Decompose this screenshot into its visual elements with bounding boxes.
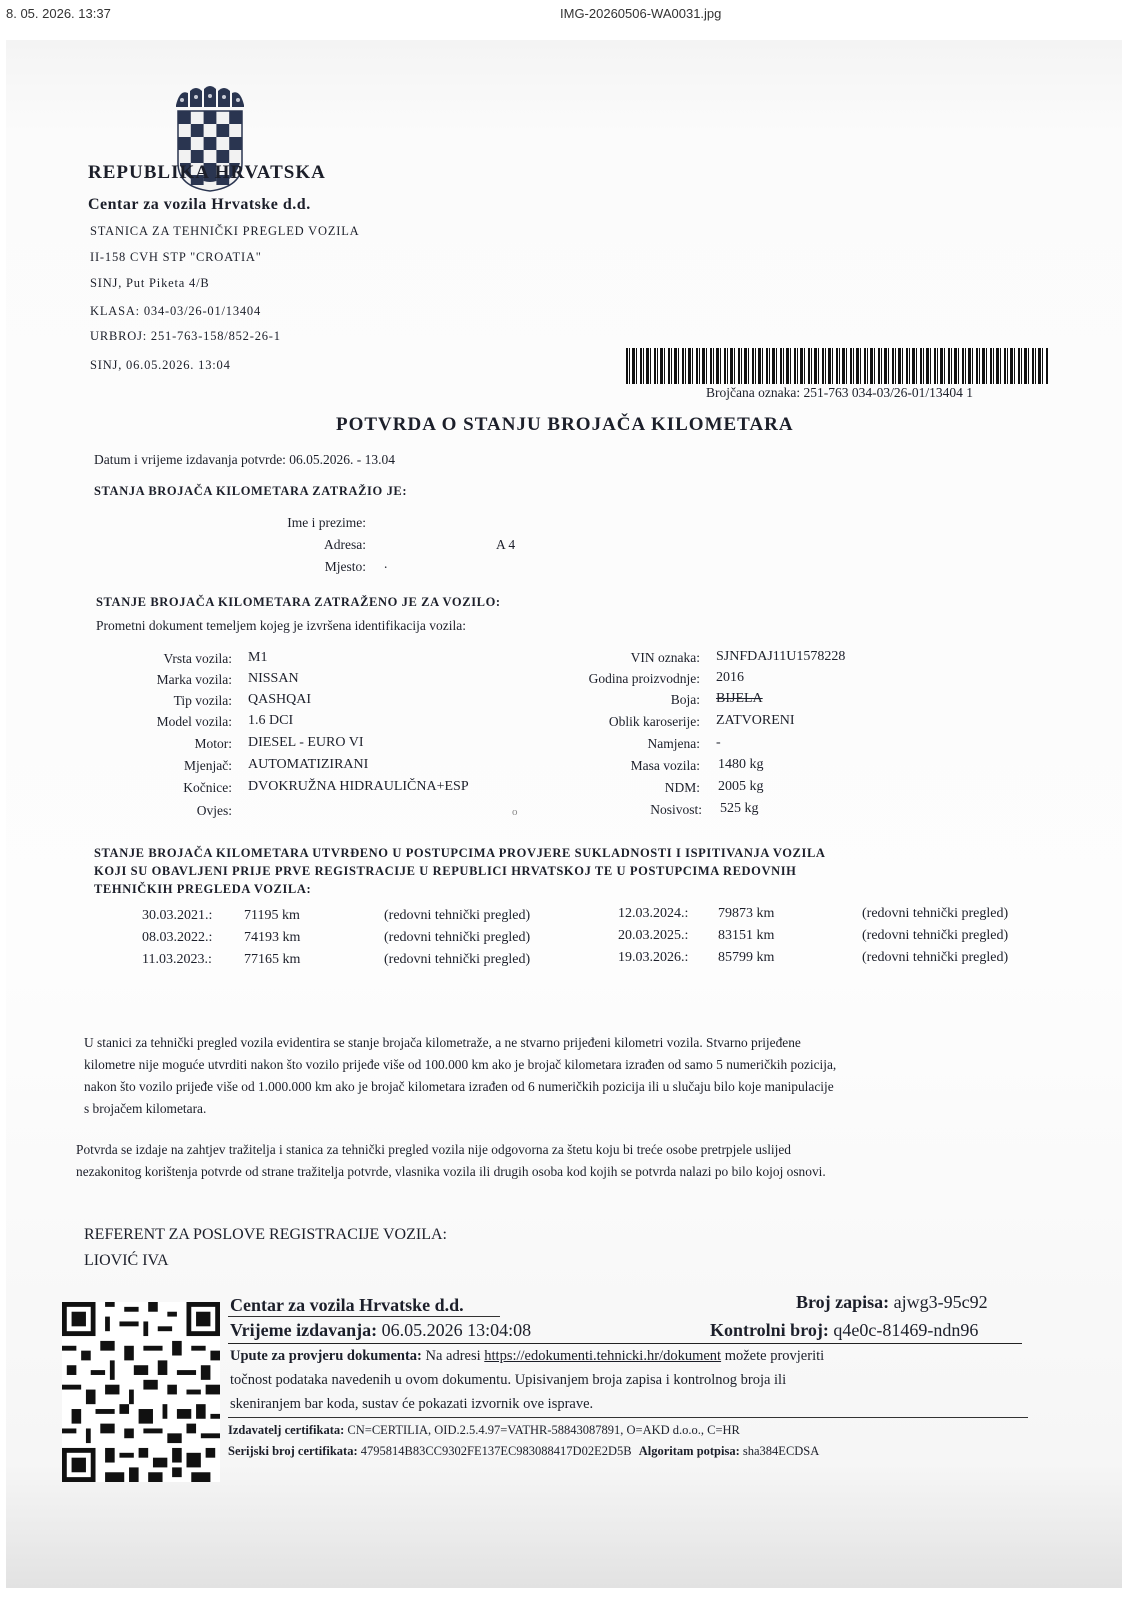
record-number bbox=[796, 1292, 988, 1313]
vehicle-field-value: 2005 kg bbox=[718, 779, 764, 794]
vehicle-field-value: - bbox=[716, 735, 721, 750]
requester-place-value: . bbox=[384, 556, 388, 571]
vehicle-field-value: 525 kg bbox=[720, 801, 759, 816]
control-number-label: Kontrolni broj: bbox=[710, 1320, 829, 1340]
instructions-text: Na adresi bbox=[425, 1348, 481, 1364]
esign-company: Centar za vozila Hrvatske d.d. bbox=[230, 1295, 464, 1315]
requester-name-label: Ime i prezime: bbox=[287, 515, 366, 530]
record-number-value: ajwg3-95c92 bbox=[893, 1292, 988, 1312]
reading-type: (redovni tehnički pregled) bbox=[384, 908, 531, 923]
disclaimer-line: kilometre nije moguće utvrditi nakon što vozilo prijeđe više od 100.000 km ako je brojač kilometara izrađen od samo 5 numeričkih pozicija, bbox=[84, 1057, 837, 1072]
verification-instructions-line-1 bbox=[230, 1348, 824, 1365]
certificate-issuer bbox=[228, 1423, 740, 1438]
serial-label: Serijski broj certifikata: bbox=[228, 1444, 358, 1458]
referent-name: LIOVIĆ IVA bbox=[84, 1252, 169, 1269]
issue-time bbox=[230, 1320, 531, 1341]
verification-instructions-line-2: točnost podataka navedenih u ovom dokumentu. Upisivanjem broja zapisa i kontrolnog broja ili bbox=[230, 1372, 787, 1388]
verification-instructions-line-3: skeniranjem bar koda, sustav će pokazati izvornik ove isprave. bbox=[230, 1396, 594, 1412]
vehicle-field-label: Mjenjač: bbox=[184, 758, 232, 773]
reading-type: (redovni tehnički pregled) bbox=[384, 930, 531, 945]
verification-qr-code bbox=[62, 1302, 220, 1482]
vehicle-field-value: 1.6 DCI bbox=[248, 713, 294, 728]
issuer-label: Izdavatelj certifikata: bbox=[228, 1423, 345, 1437]
reading-km: 83151 km bbox=[718, 928, 775, 943]
file-name: IMG-20260506-WA0031.jpg bbox=[560, 6, 722, 21]
vehicle-field-label: VIN oznaka: bbox=[630, 650, 700, 665]
reading-km: 79873 km bbox=[718, 906, 775, 921]
capture-datetime: 8. 05. 2026. 13:37 bbox=[6, 6, 111, 21]
reading-km: 85799 km bbox=[718, 950, 775, 965]
vehicle-field-value: 2016 bbox=[716, 670, 744, 685]
vehicle-field-value: M1 bbox=[248, 650, 268, 665]
reading-type: (redovni tehnički pregled) bbox=[384, 952, 531, 967]
vehicle-field-value: 1480 kg bbox=[718, 757, 764, 772]
barcode-caption: Brojčana oznaka: 251-763 034-03/26-01/13404 1 bbox=[706, 385, 973, 400]
vehicle-field-label: Vrsta vozila: bbox=[163, 651, 232, 666]
vehicle-field-value: NISSAN bbox=[248, 671, 299, 686]
station-address: SINJ, Put Piketa 4/B bbox=[90, 276, 210, 290]
vehicle-field-value: DVOKRUŽNA HIDRAULIČNA+ESP bbox=[248, 779, 469, 794]
verification-link[interactable]: https://edokumenti.tehnicki.hr/dokument bbox=[484, 1348, 722, 1364]
readings-heading-line-3: TEHNIČKIH PREGLEDA VOZILA: bbox=[94, 882, 312, 896]
instructions-text: možete provjeriti bbox=[724, 1348, 825, 1364]
requester-address-value: A 4 bbox=[496, 537, 516, 552]
reading-km: 77165 km bbox=[244, 952, 301, 967]
vehicle-field-label: Namjena: bbox=[647, 736, 700, 751]
stray-mark: o bbox=[512, 806, 518, 818]
requester-address-label: Adresa: bbox=[324, 537, 366, 552]
issue-time-value: 06.05.2026 13:04:08 bbox=[381, 1320, 532, 1340]
control-number-value: q4e0c-81469-ndn96 bbox=[833, 1320, 979, 1340]
country-name: REPUBLIKA HRVATSKA bbox=[88, 162, 326, 183]
disclaimer-line: s brojačem kilometara. bbox=[84, 1101, 207, 1116]
reading-km: 74193 km bbox=[244, 930, 301, 945]
record-number-label: Broj zapisa: bbox=[796, 1292, 890, 1312]
requester-place-label: Mjesto: bbox=[324, 559, 366, 574]
reading-type: (redovni tehnički pregled) bbox=[862, 950, 1009, 965]
algorithm-value: sha384ECDSA bbox=[742, 1444, 820, 1458]
vehicle-field-label: NDM: bbox=[664, 780, 700, 795]
vehicle-field-value: SJNFDAJ11U1578228 bbox=[716, 649, 846, 664]
vehicle-field-label: Tip vozila: bbox=[173, 693, 232, 708]
reading-date: 20.03.2025.: bbox=[618, 928, 689, 943]
vehicle-field-label: Motor: bbox=[194, 736, 232, 751]
serial-value: 4795814B83CC9302FE137EC983088417D02E2D5B bbox=[360, 1444, 632, 1458]
station-name: STANICA ZA TEHNIČKI PREGLED VOZILA bbox=[90, 224, 360, 238]
certificate-serial bbox=[228, 1444, 819, 1459]
requester-heading: STANJA BROJAČA KILOMETARA ZATRAŽIO JE: bbox=[94, 484, 408, 498]
vehicle-field-label: Nosivost: bbox=[650, 802, 702, 817]
vehicle-field-label: Godina proizvodnje: bbox=[588, 671, 700, 686]
urbroj: URBROJ: 251-763-158/852-26-1 bbox=[90, 329, 281, 343]
issue-time-label: Vrijeme izdavanja: bbox=[230, 1320, 378, 1340]
vehicle-field-value: QASHQAI bbox=[248, 692, 311, 707]
divider bbox=[228, 1417, 1028, 1418]
vehicle-heading: STANJE BROJAČA KILOMETARA ZATRAŽENO JE ZA VOZILO: bbox=[96, 595, 501, 609]
reading-date: 19.03.2026.: bbox=[618, 950, 689, 965]
klasa: KLASA: 034-03/26-01/13404 bbox=[90, 304, 262, 318]
referent-title: REFERENT ZA POSLOVE REGISTRACIJE VOZILA: bbox=[84, 1226, 447, 1243]
vehicle-field-label: Masa vozila: bbox=[630, 758, 700, 773]
viewer-header bbox=[0, 0, 1131, 36]
readings-heading-line-2: KOJI SU OBAVLJENI PRIJE PRVE REGISTRACIJE U REPUBLICI HRVATSKOJ TE U POSTUPCIMA REDOVNIH bbox=[94, 864, 797, 878]
vehicle-field-label: Oblik karoserije: bbox=[608, 714, 700, 729]
vehicle-field-value: BIJELA bbox=[716, 691, 763, 706]
reading-type: (redovni tehnički pregled) bbox=[862, 928, 1009, 943]
instructions-label: Upute za provjeru dokumenta: bbox=[230, 1348, 422, 1364]
document-barcode bbox=[626, 348, 1048, 384]
control-number bbox=[710, 1320, 978, 1341]
document-title: POTVRDA O STANJU BROJAČA KILOMETARA bbox=[336, 414, 794, 435]
liability-line: nezakonitog korištenja potvrde od strane tražitelja potvrde, vlasnika vozila ili drugih osoba kod kojih se potvrda nalazi po bilo kojoj osnovi. bbox=[76, 1164, 826, 1179]
vehicle-subheading: Prometni dokument temeljem kojeg je izvršena identifikacija vozila: bbox=[96, 618, 467, 633]
vehicle-field-value: ZATVORENI bbox=[716, 713, 795, 728]
vehicle-field-label: Ovjes: bbox=[196, 803, 232, 818]
place-date: SINJ, 06.05.2026. 13:04 bbox=[90, 358, 231, 372]
vehicle-field-label: Model vozila: bbox=[156, 714, 232, 729]
vehicle-field-value: AUTOMATIZIRANI bbox=[248, 757, 369, 772]
issue-datetime: Datum i vrijeme izdavanja potvrde: 06.05.2026. - 13.04 bbox=[94, 452, 396, 467]
station-code: II-158 CVH STP "CROATIA" bbox=[90, 250, 262, 264]
reading-date: 08.03.2022.: bbox=[142, 930, 213, 945]
reading-type: (redovni tehnički pregled) bbox=[862, 906, 1009, 921]
readings-heading-line-1: STANJE BROJAČA KILOMETARA UTVRĐENO U POSTUPCIMA PROVJERE SUKLADNOSTI I ISPITIVANJA VOZILA bbox=[94, 846, 826, 860]
vehicle-field-label: Boja: bbox=[670, 692, 700, 707]
liability-line: Potvrda se izdaje na zahtjev tražitelja i stanica za tehnički pregled vozila nije odgovorna za štetu koju bi treće osobe pretrpjele uslijed bbox=[76, 1142, 792, 1157]
divider bbox=[228, 1343, 1022, 1344]
issuer-value: CN=CERTILIA, OID.2.5.4.97=VATHR-58843087891, O=AKD d.o.o., C=HR bbox=[347, 1423, 740, 1437]
vehicle-field-value: DIESEL - EURO VI bbox=[248, 735, 364, 750]
reading-date: 11.03.2023.: bbox=[142, 952, 212, 967]
reading-date: 12.03.2024.: bbox=[618, 906, 689, 921]
vehicle-field-label: Kočnice: bbox=[183, 780, 232, 795]
reading-date: 30.03.2021.: bbox=[142, 908, 213, 923]
divider bbox=[228, 1316, 500, 1317]
disclaimer-line: nakon što vozilo prijeđe više od 1.000.000 km ako je brojač kilometara izrađen od 6 numeričkih pozicija ili u slučaju bilo koje manipulacije bbox=[84, 1079, 834, 1094]
vehicle-field-label: Marka vozila: bbox=[156, 672, 232, 687]
company-name: Centar za vozila Hrvatske d.d. bbox=[88, 196, 311, 213]
disclaimer-line: U stanici za tehnički pregled vozila evidentira se stanje brojača kilometraže, a ne stvarno prijeđeni kilometri vozila. Stvarno prijeđene bbox=[84, 1035, 801, 1050]
reading-km: 71195 km bbox=[244, 908, 300, 923]
document-page bbox=[6, 40, 1122, 1588]
algorithm-label: Algoritam potpisa: bbox=[638, 1444, 740, 1458]
